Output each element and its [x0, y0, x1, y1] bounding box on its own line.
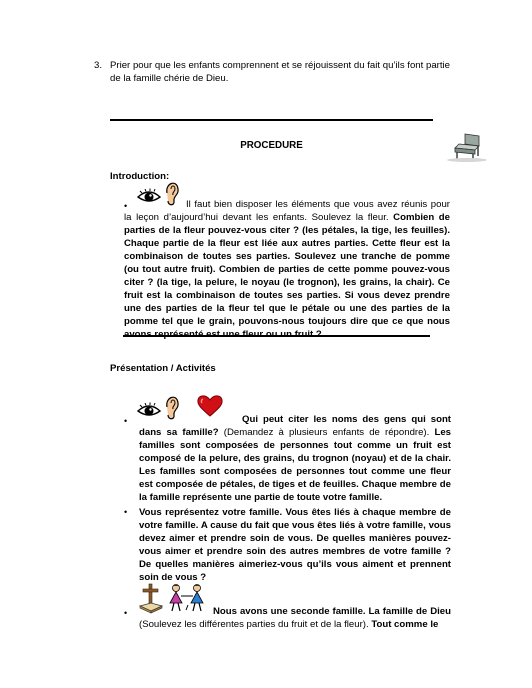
intro-plain-text: Il faut bien disposer les éléments que vous avez réunis pour la leçon d’aujourd’hui devant les enfants. Soulevez la fleur.	[124, 199, 450, 223]
list-number: 3.	[94, 60, 103, 71]
chair-icon	[445, 132, 487, 162]
presentation-bullet-2-mark: •	[124, 507, 128, 517]
intro-bold-text: Combien de parties de la fleur pouvez-vous citer ? (les pétales, la tige, les feuilles). Chaque partie de la fleur est liée aux autres parties. Cette fleur est la combinaison de toutes ses parties. Soulevez une tranche de pomme (ou tout autre fruit). Combien de parties de cette pomme pouvez-vous citer ? (la tige, la pelure, le noyau (le trognon), les grains, la chair). Ce fruit est la combinaison de toutes ses parties. Si vous devez prendre une des parties de la fleur tel que le pétale ou une des parties de la pomme tel que le grain, pouvons-nous toujours dire que ce que nous	[124, 212, 450, 327]
bullet-1-instruction: (Demandez à plusieurs enfants de répondre).	[218, 427, 435, 438]
intro-bullet: •	[124, 201, 128, 211]
procedure-divider	[110, 119, 433, 121]
bullet-3-continuation: Tout comme le	[371, 619, 439, 630]
introduction-divider	[123, 335, 430, 337]
bullet-1-question: Qui peut citer les noms des gens qui sont dans sa famille?	[139, 414, 451, 438]
introduction-heading: Introduction:	[110, 171, 170, 182]
bullet-3-statement: Nous avons une seconde famille. La famille de Dieu	[213, 606, 451, 617]
presentation-heading: Présentation / Activités	[110, 363, 216, 374]
procedure-title: PROCEDURE	[240, 140, 303, 151]
presentation-bullet-3-mark: •	[124, 608, 128, 618]
presentation-bullet-2-text: Vous représentez votre famille. Vous êtes liés à chaque membre de votre famille. A cause du fait que vous êtes liés à votre famille, vous devez aimer et prendre soin de vous. De quelles manières pouvez-vous aimer et prendre soin des autres membres de votre famille ? De quelles manières aimeriez-vous qu’ils vous aiment et prennent soin de vous ?	[139, 507, 451, 583]
bullet-3-instruction: (Soulevez les différentes parties du fruit et de la fleur).	[139, 619, 372, 630]
introduction-text	[124, 198, 450, 341]
presentation-bullet-1-mark: •	[124, 416, 128, 426]
presentation-bullet-1-text	[139, 413, 451, 504]
prayer-item-text: Prier pour que les enfants comprennent et se réjouissent du fait qu’ils font partie de la famille chérie de Dieu.	[110, 60, 450, 84]
presentation-bullet-3-text	[139, 605, 451, 631]
bullet-1-explanation: Les familles sont composées de personnes tout comme un fruit est composé de la pelure, des grains, du trognon (noyau) et de la chair. Les familles sont composées de personnes tout comme une fleur est composée de pétales, de tiges et de feuilles. Chaque membre de la famille représente une partie de toute votre famille.	[139, 427, 451, 503]
